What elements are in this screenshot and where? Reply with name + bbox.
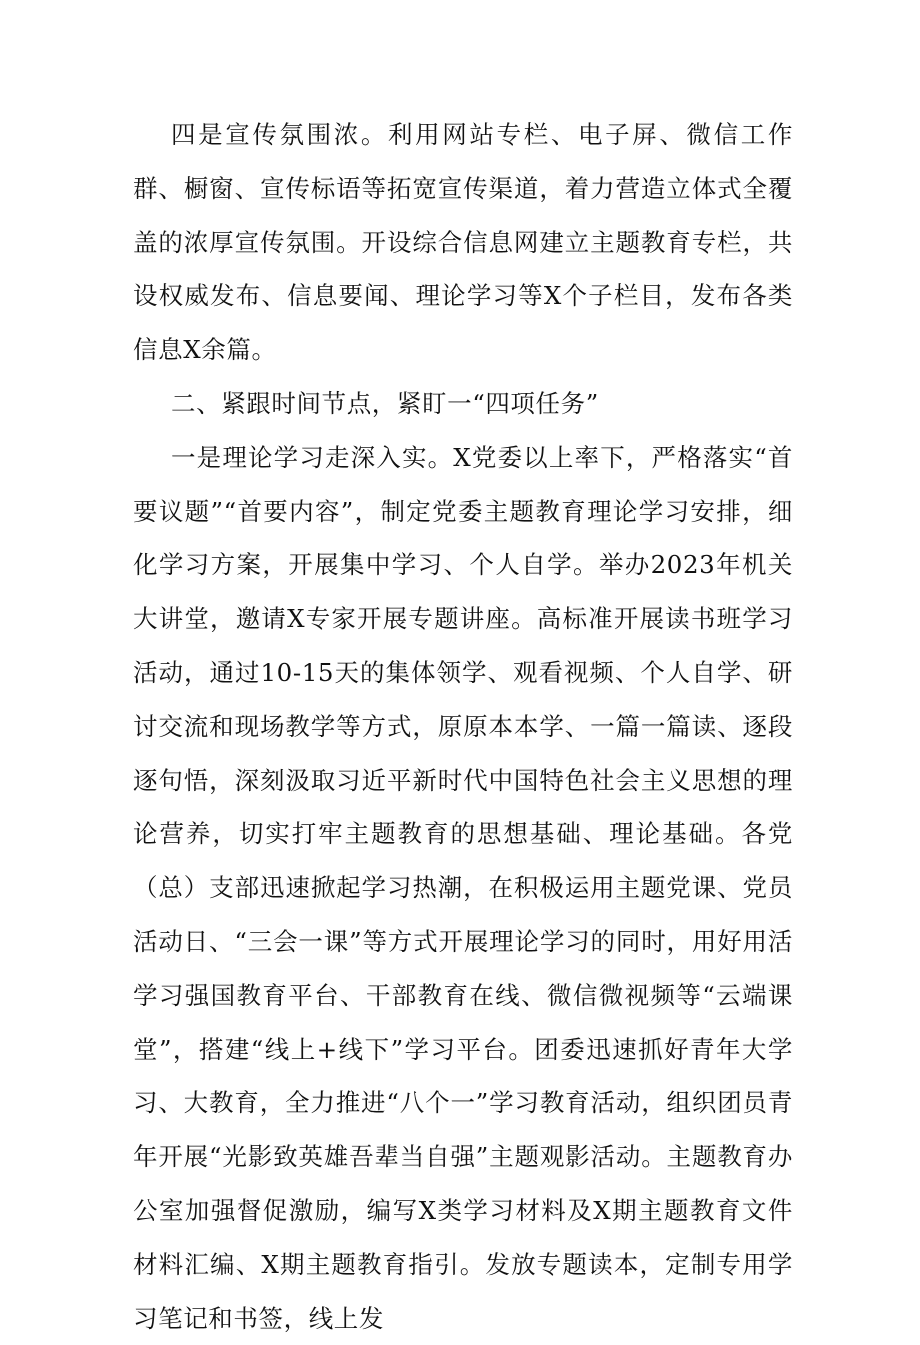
document-body <box>133 108 793 1345</box>
section-heading: 二、紧跟时间节点，紧盯一“四项任务” <box>171 388 599 418</box>
paragraph-publicity: 四是宣传氛围浓。利用网站专栏、电子屏、微信工作群、橱窗、宣传标语等拓宽宣传渠道，着力营造立体式全覆盖的浓厚宣传氛围。开设综合信息网建立主题教育专栏，共设权威发布、信息要闻、理论学习等X个子栏目，发布各类信息X余篇。 <box>133 120 793 365</box>
paragraph-theory-study: 一是理论学习走深入实。X党委以上率下，严格落实“首要议题”“首要内容”，制定党委主题教育理论学习安排，细化学习方案，开展集中学习、个人自学。举办2023年机关大讲堂，邀请X专家开展专题讲座。高标准开展读书班学习活动，通过10-15天的集体领学、观看视频、个人自学、研讨交流和现场教学等方式，原原本本学、一篇一篇读、逐段逐句悟，深刻汲取习近平新时代中国特色社会主义思想的理论营养，切实打牢主题教育的思想基础、理论基础。各党（总）支部迅速掀起学习热潮，在积极运用主题党课、党员活动日、“三会一课”等方式开展理论学习的同时，用好用活学习强国教育平台、干部教育在线、微信微视频等“云端课堂”，搭建“线上+线下”学习平台。团委迅速抓好青年大学习、大教育，全力推进“八个一”学习教育活动，组织团员青年开展“光影致英雄吾辈当自强”主题观影活动。主题教育办公室加强督促激励，编写X类学习材料及X期主题教育文件材料汇编、X期主题教育指引。发放专题读本，定制专用学习笔记和书签，线上发 <box>133 442 793 1333</box>
